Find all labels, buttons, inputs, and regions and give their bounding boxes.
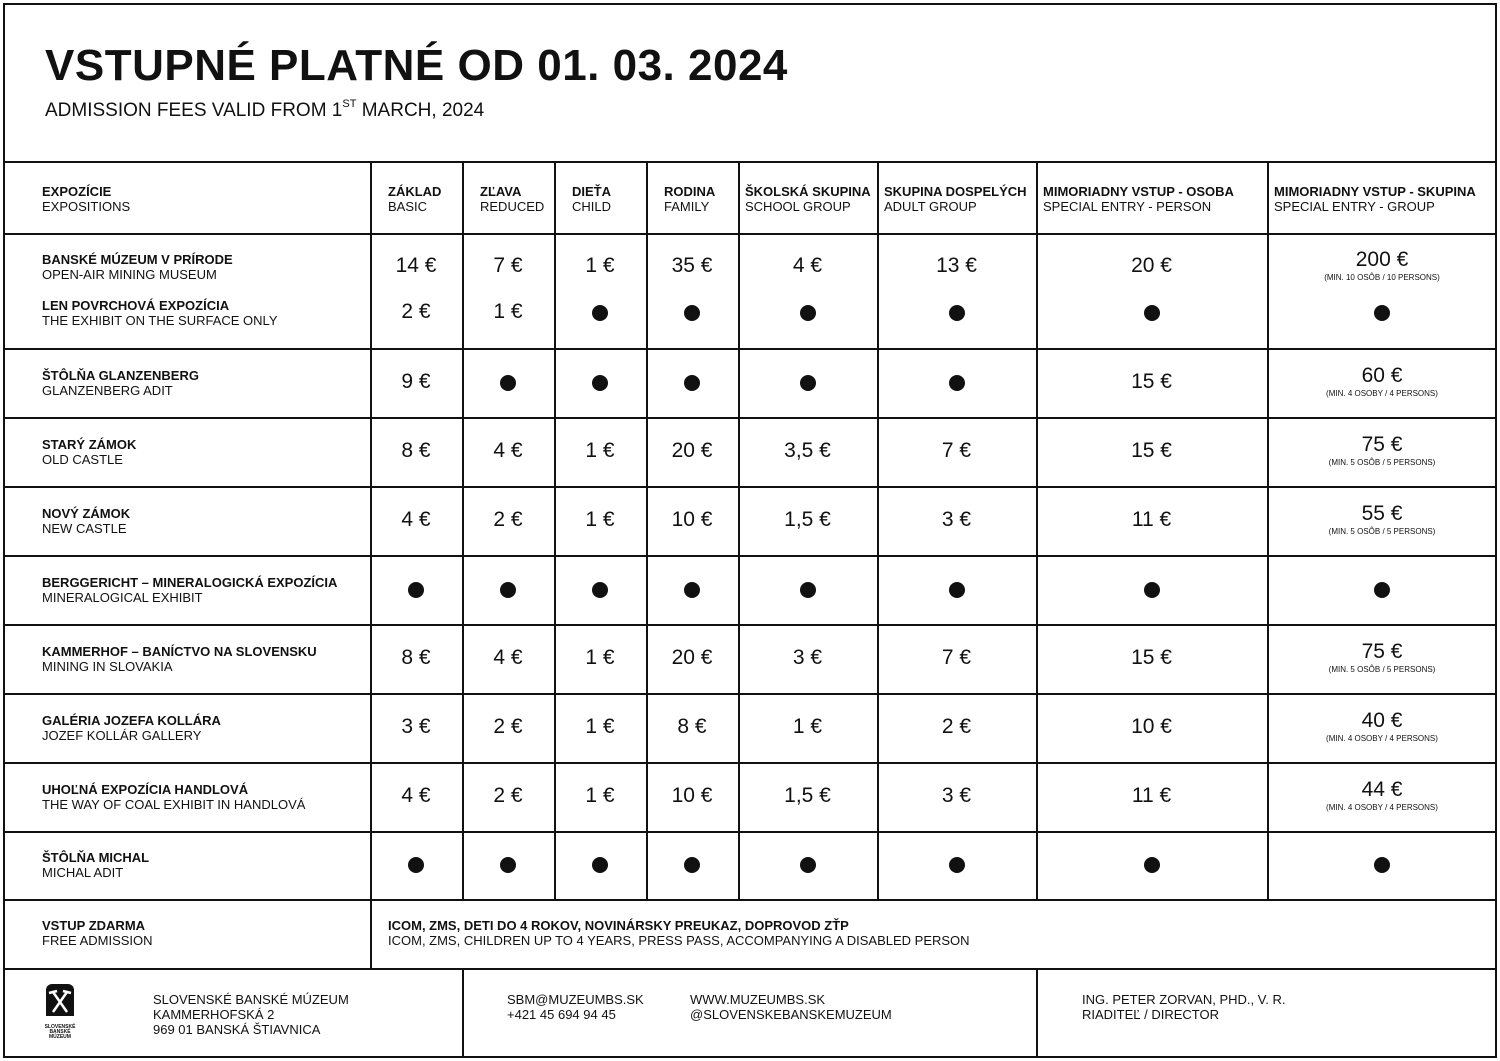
column-header-sk: ZĽAVA [480,184,522,199]
price-value: 4 € [401,507,431,531]
column-header [745,184,871,214]
not-available-dot [592,305,608,321]
exposition-name [42,782,305,812]
table-col-divider [462,163,464,899]
not-available-dot [592,375,608,391]
exposition-name-sk: LEN POVRCHOVÁ EXPOZÍCIA [42,298,230,313]
price-value: 3 € [792,645,823,669]
column-header-en: EXPOSITIONS [42,199,131,214]
price-value: 7 € [941,645,972,669]
not-available-dot [949,582,965,598]
table-row-divider [3,555,1497,557]
price-value: 4 € [792,254,823,277]
price-value: 1 € [585,438,615,462]
column-header-en: SPECIAL ENTRY - PERSON [1043,199,1212,214]
museum-logo [40,980,80,1040]
group-minimum-note: (MIN. 10 OSÔB / 10 PERSONS) [1324,273,1440,282]
exposition-name-sk: KAMMERHOF – BANÍCTVO NA SLOVENSKU [42,643,317,659]
price-value: 35 € [671,254,713,277]
price-value: 20 € [671,438,713,462]
exposition-name-en: THE EXHIBIT ON THE SURFACE ONLY [42,313,278,328]
not-available-dot [500,582,516,598]
column-header-en: SCHOOL GROUP [745,199,851,214]
exposition-name [42,437,136,467]
price-value: 9 € [401,369,431,393]
exposition-name-sk: ŠTÔLŇA GLANZENBERG [42,367,199,383]
exposition-name-sk: NOVÝ ZÁMOK [42,505,131,521]
price-value: 7 € [941,438,972,462]
not-available-dot [1374,857,1390,873]
price-value: 200 € [1355,248,1409,271]
group-minimum-note: (MIN. 5 OSÔB / 5 PERSONS) [1328,526,1436,536]
price-value: 15 € [1131,645,1172,669]
column-header [1043,184,1234,214]
not-available-dot [949,305,965,321]
director-title: RIADITEĽ / DIRECTOR [1082,1007,1220,1022]
exposition-name [42,644,317,674]
museum-address [153,992,349,1037]
price-value: 2 € [493,507,523,531]
column-header [884,184,1027,214]
table-row-divider [3,348,1497,350]
price-value: 2 € [493,714,523,738]
price-value: 2 € [401,300,431,323]
column-header-en: BASIC [388,199,428,214]
subtitle-post: MARCH, 2024 [356,100,485,121]
not-available-dot [592,857,608,873]
price-value: 8 € [401,645,431,669]
not-available-dot [684,582,700,598]
not-available-dot [684,305,700,321]
price-value: 1,5 € [784,507,831,531]
free-admission-line-sk: ICOM, ZMS, DETI DO 4 ROKOV, NOVINÁRSKY PREUKAZ, DOPROVOD ZŤP [388,918,849,933]
phone-number[interactable]: +421 45 694 94 45 [507,1007,616,1022]
price-value: 20 € [1131,254,1172,277]
exposition-name [42,713,221,743]
price-value: 75 € [1361,432,1403,456]
column-header [572,184,611,214]
exposition-name-sk: BERGGERICHT – MINERALOGICKÁ EXPOZÍCIA [42,574,338,590]
director-signature [1082,992,1285,1022]
table-col-divider [1036,163,1038,899]
not-available-dot [500,375,516,391]
email-link[interactable]: SBM@MUZEUMBS.SK [507,992,644,1007]
price-value: 2 € [493,783,523,807]
not-available-dot [800,582,816,598]
price-value: 1 € [585,645,615,669]
price-value: 4 € [401,783,431,807]
price-value: 11 € [1131,507,1172,531]
not-available-dot [408,582,424,598]
director-name: ING. PETER ZORVAN, PHD., V. R. [1082,992,1286,1007]
exposition-name [42,506,130,536]
free-admission-line-en: ICOM, ZMS, CHILDREN UP TO 4 YEARS, PRESS PASS, ACCOMPANYING A DISABLED PERSON [388,933,970,948]
exposition-name-en: OPEN-AIR MINING MUSEUM [42,267,217,282]
price-value: 1 € [585,254,615,277]
price-value: 1 € [585,507,615,531]
subtitle-pre: ADMISSION FEES VALID FROM 1 [45,100,343,121]
table-col-divider [370,163,372,899]
column-header-sk: SKUPINA DOSPELÝCH [884,184,1027,199]
column-header-sk: ZÁKLAD [388,184,442,199]
price-value: 15 € [1131,438,1172,462]
table-col-divider [554,163,556,899]
exposition-name-sk: UHOĽNÁ EXPOZÍCIA HANDLOVÁ [42,781,249,797]
price-value: 3 € [941,783,972,807]
exposition-name-en: MICHAL ADIT [42,865,124,880]
column-header-en: FAMILY [664,199,710,214]
price-value: 4 € [493,645,523,669]
price-value: 13 € [936,254,977,277]
exposition-name-en: MINERALOGICAL EXHIBIT [42,589,203,605]
table-col-divider [1267,163,1269,899]
price-value: 14 € [395,254,437,277]
table-row-divider [3,624,1497,626]
exposition-name-en: THE WAY OF COAL EXHIBIT IN HANDLOVÁ [42,796,306,812]
not-available-dot [800,305,816,321]
table-col-divider [646,163,648,899]
column-header-en: REDUCED [480,199,545,214]
exposition-name [42,368,199,398]
subtitle-sup: ST [342,98,357,110]
column-header [42,184,130,214]
table-row-divider [3,486,1497,488]
column-header-sk: EXPOZÍCIE [42,184,112,199]
price-value: 40 € [1361,708,1403,732]
not-available-dot [684,375,700,391]
table-row-divider [3,831,1497,833]
not-available-dot [949,375,965,391]
table-row-divider [3,233,1497,235]
exposition-name-en: NEW CASTLE [42,520,127,536]
exposition-name-sk: BANSKÉ MÚZEUM V PRÍRODE [42,252,233,267]
group-minimum-note: (MIN. 4 OSOBY / 4 PERSONS) [1326,802,1438,812]
not-available-dot [684,857,700,873]
table-row-divider [3,899,1497,901]
price-value: 1,5 € [784,783,831,807]
column-header-sk: DIEŤA [572,184,611,199]
exposition-name-sk: ŠTÔLŇA MICHAL [42,850,150,865]
exposition-name [42,850,149,880]
price-value: 75 € [1361,639,1403,663]
price-value: 4 € [493,438,523,462]
column-header-sk: ŠKOLSKÁ SKUPINA [745,184,871,199]
column-header [480,184,544,214]
group-minimum-note: (MIN. 4 OSOBY / 4 PERSONS) [1326,388,1438,398]
address-line-1: SLOVENSKÉ BANSKÉ MÚZEUM [153,992,349,1007]
exposition-name [42,298,278,328]
not-available-dot [1144,582,1160,598]
website-link[interactable]: WWW.MUZEUMBS.SK [690,992,826,1007]
column-header-en: ADULT GROUP [884,199,977,214]
price-value: 60 € [1361,363,1403,387]
header [3,3,1497,163]
column-header-sk: RODINA [664,184,716,199]
not-available-dot [949,857,965,873]
footer-divider [462,968,464,1058]
free-row-divider [370,899,372,968]
price-value: 8 € [401,438,431,462]
exposition-name-sk: STARÝ ZÁMOK [42,436,137,452]
exposition-name-sk: GALÉRIA JOZEFA KOLLÁRA [42,712,221,728]
exposition-name [42,252,233,282]
price-value: 20 € [671,645,713,669]
price-value: 1 € [792,714,823,738]
price-value: 1 € [585,714,615,738]
logo-line-1: SLOVENSKÉ [44,1024,76,1030]
page-title: VSTUPNÉ PLATNÉ OD 01. 03. 2024 [45,41,788,90]
column-header [1274,184,1476,214]
not-available-dot [500,857,516,873]
free-admission-en: FREE ADMISSION [42,933,153,948]
exposition-name-en: OLD CASTLE [42,451,123,467]
price-value: 15 € [1131,369,1172,393]
not-available-dot [408,857,424,873]
table-row-divider [3,693,1497,695]
table-col-divider [738,163,740,899]
not-available-dot [1374,582,1390,598]
price-value: 3 € [941,507,972,531]
price-value: 1 € [493,300,523,323]
price-value: 10 € [671,783,713,807]
price-value: 10 € [671,507,713,531]
exposition-name [42,575,337,605]
contact-info [507,992,644,1022]
free-admission-label [42,918,153,948]
exposition-name-en: GLANZENBERG ADIT [42,382,173,398]
exposition-name-en: JOZEF KOLLÁR GALLERY [42,727,202,743]
not-available-dot [592,582,608,598]
not-available-dot [1144,305,1160,321]
table-row-divider [3,968,1497,970]
not-available-dot [1144,857,1160,873]
free-admission-sk: VSTUP ZDARMA [42,918,146,933]
price-value: 10 € [1131,714,1172,738]
price-value: 3,5 € [784,438,831,462]
column-header [664,184,715,214]
price-value: 8 € [677,714,707,738]
price-value: 3 € [401,714,431,738]
column-header-sk: MIMORIADNY VSTUP - SKUPINA [1274,184,1476,199]
table-col-divider [877,163,879,899]
group-minimum-note: (MIN. 5 OSÔB / 5 PERSONS) [1328,457,1436,467]
web-info [690,992,892,1022]
social-handle[interactable]: @SLOVENSKEBANSKEMUZEUM [690,1007,892,1022]
column-header-en: SPECIAL ENTRY - GROUP [1274,199,1435,214]
exposition-name-en: MINING IN SLOVAKIA [42,658,173,674]
hammer-pick-icon [40,980,80,1020]
price-value: 11 € [1131,783,1172,807]
footer-divider [1036,968,1038,1058]
column-header-en: CHILD [572,199,612,214]
logo-line-2: BANSKÉ [49,1029,71,1035]
price-value: 55 € [1361,501,1403,525]
column-header-sk: MIMORIADNY VSTUP - OSOBA [1043,184,1234,199]
group-minimum-note: (MIN. 4 OSOBY / 4 PERSONS) [1326,733,1438,743]
address-line-2: KAMMERHOFSKÁ 2 [153,1007,275,1022]
table-row-divider [3,762,1497,764]
price-value: 2 € [941,714,972,738]
not-available-dot [800,857,816,873]
not-available-dot [1374,305,1390,321]
price-value: 1 € [585,783,615,807]
price-value: 44 € [1361,777,1403,801]
page-subtitle [45,100,484,122]
column-header [388,184,441,214]
logo-line-3: MÚZEUM [49,1034,71,1040]
not-available-dot [800,375,816,391]
group-minimum-note: (MIN. 5 OSÔB / 5 PERSONS) [1328,664,1436,674]
price-value: 7 € [493,254,523,277]
table-row-divider [3,417,1497,419]
address-line-3: 969 01 BANSKÁ ŠTIAVNICA [153,1022,321,1037]
